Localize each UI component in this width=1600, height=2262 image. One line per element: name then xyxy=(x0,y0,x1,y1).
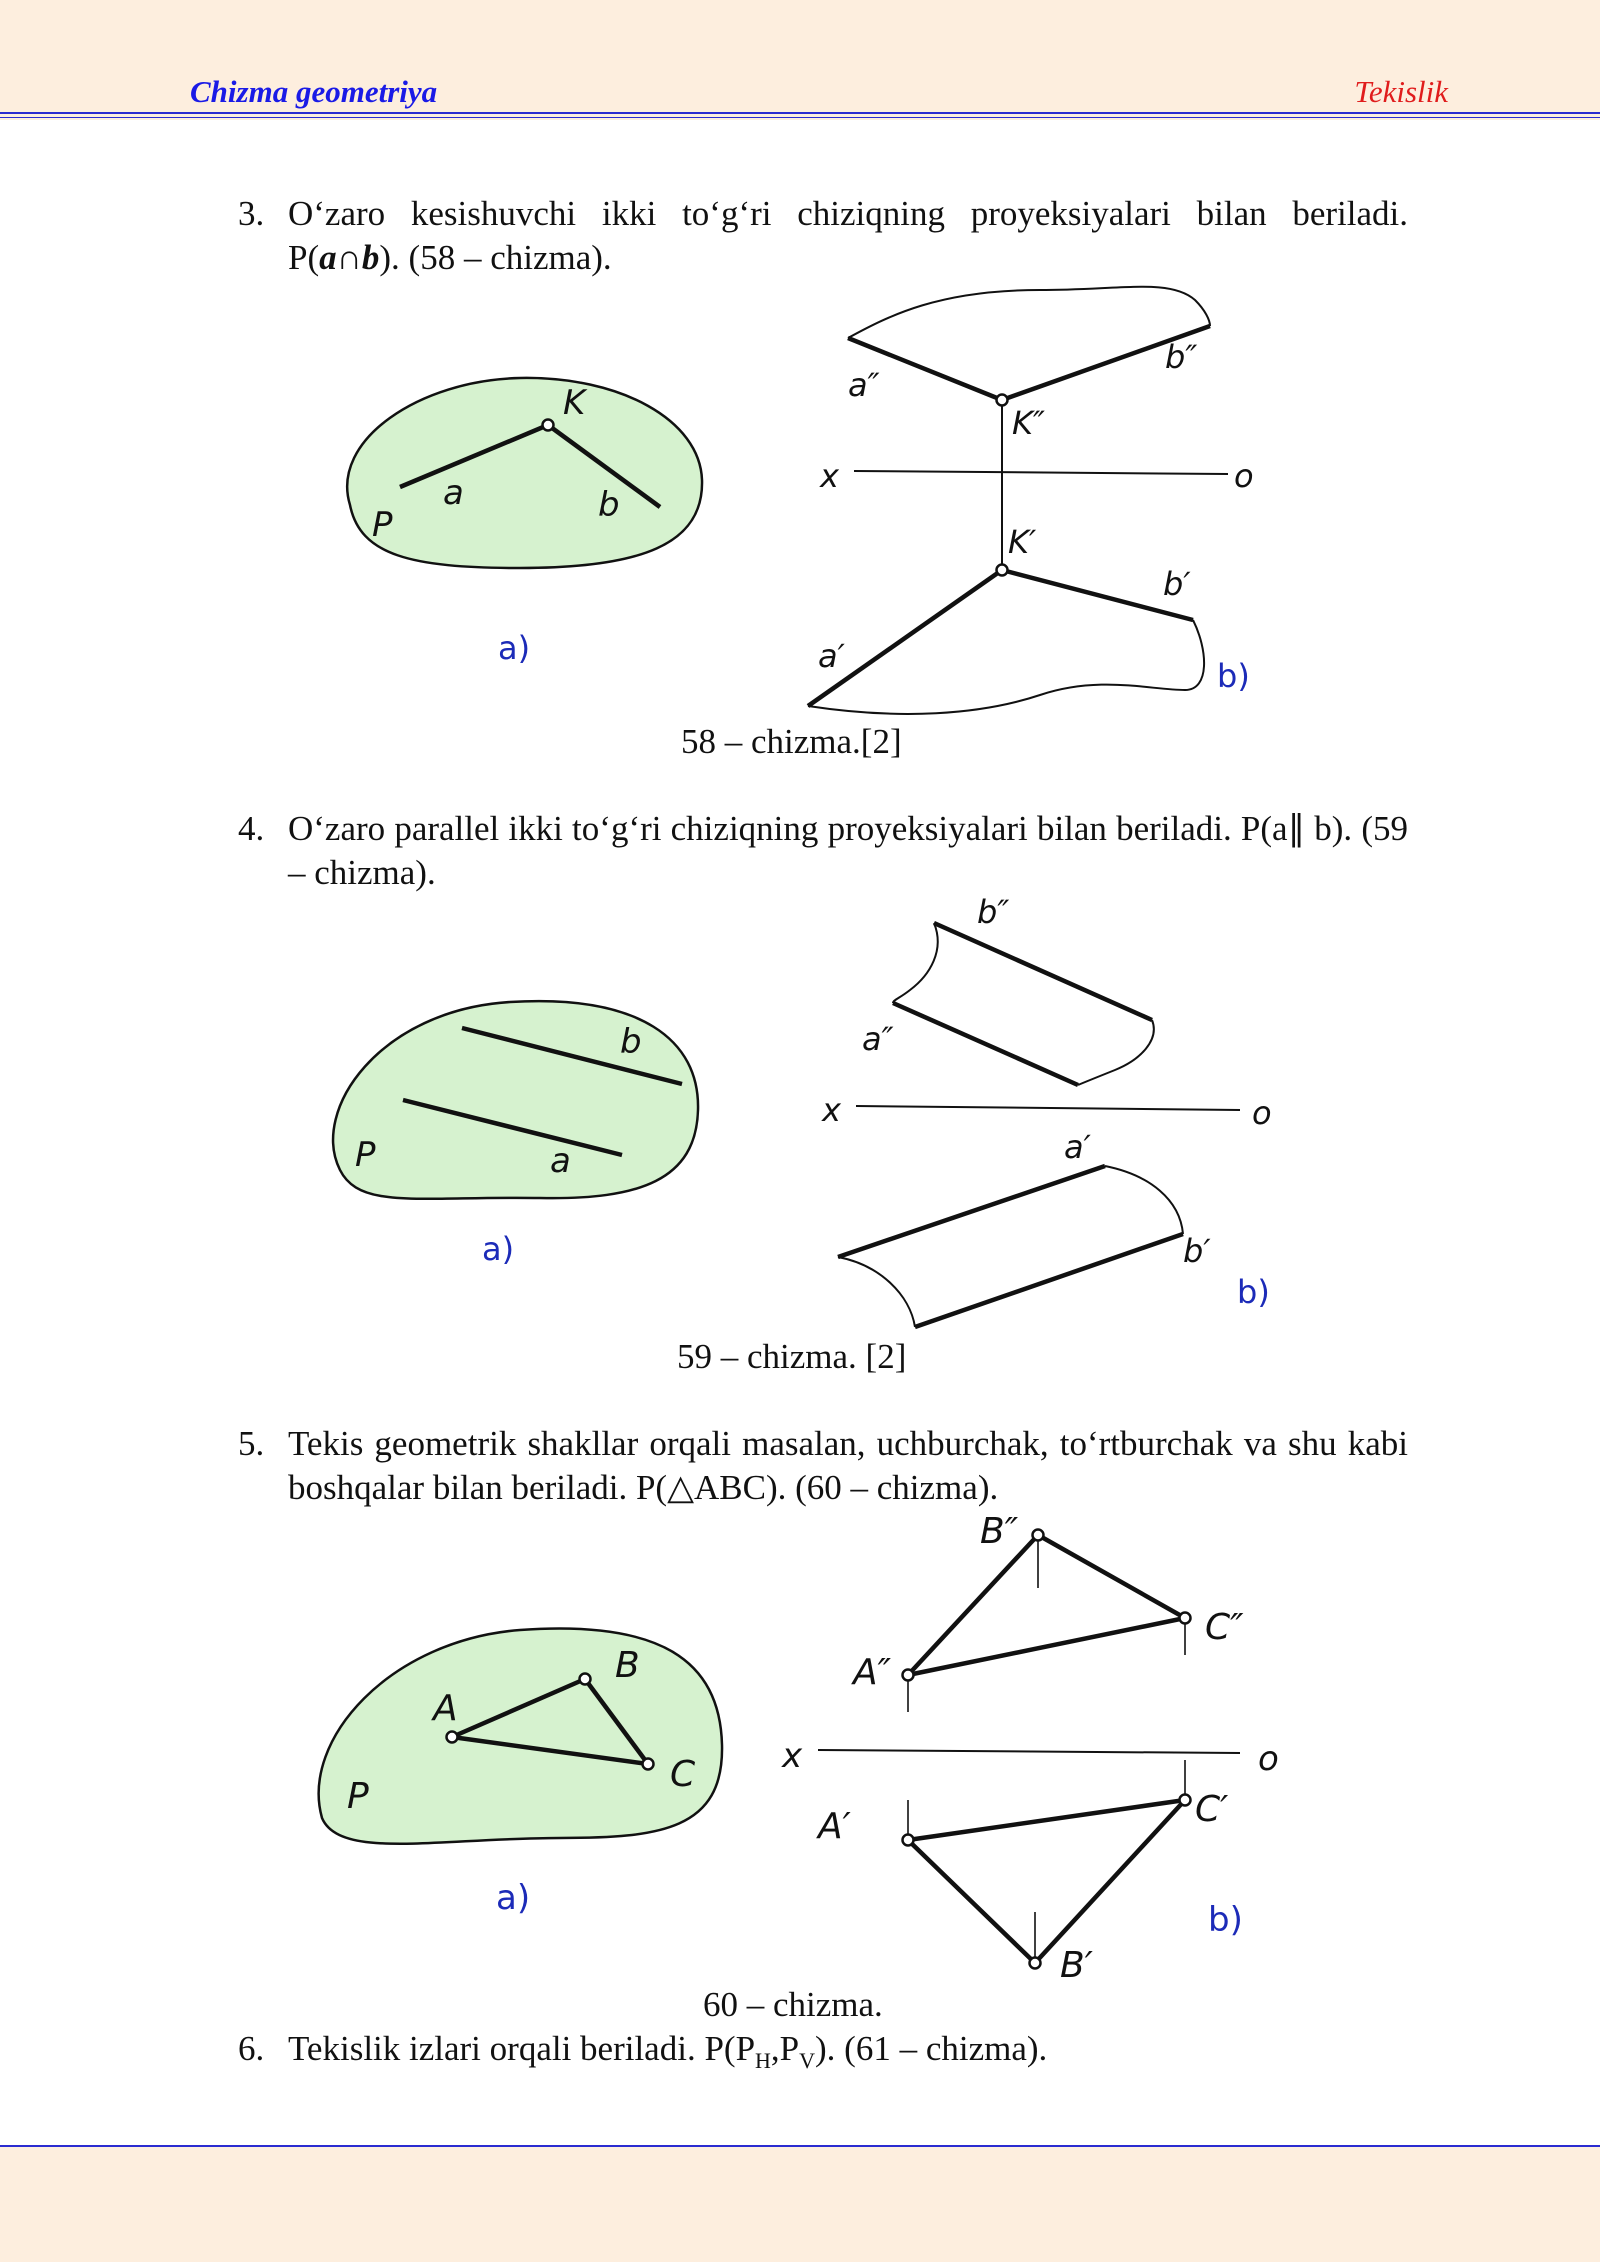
fig59-label-a1: a′ xyxy=(1064,1128,1091,1166)
item-number: 3. xyxy=(238,194,265,233)
fig59-label-a: a xyxy=(550,1141,571,1181)
fig60-label-C2: C″ xyxy=(1205,1607,1244,1648)
fig60-label-P: P xyxy=(347,1776,369,1817)
fig58-label-K: K xyxy=(563,383,586,423)
fig59-sub-a: a) xyxy=(482,1230,515,1268)
fig60-label-A: A xyxy=(433,1688,458,1729)
fig60-sub-b: b) xyxy=(1208,1900,1243,1940)
fig58-label-a1: a′ xyxy=(818,637,845,675)
list-item-6 xyxy=(238,2027,1408,2083)
fig59-label-x: x xyxy=(822,1091,841,1129)
item-number: 4. xyxy=(238,809,265,848)
fig59-sub-b: b) xyxy=(1237,1273,1270,1311)
fig59-label-P: P xyxy=(355,1135,376,1175)
fig58-sub-a: a) xyxy=(498,629,531,667)
fig60-caption: 60 – chizma. xyxy=(703,1985,883,2024)
fig58-label-b1: b′ xyxy=(1163,565,1191,603)
fig60-label-x: x xyxy=(782,1736,803,1776)
fig60-b-drawing xyxy=(818,1530,1240,1969)
fig59-label-b2: b″ xyxy=(977,893,1010,931)
item-number: 5. xyxy=(238,1424,265,1463)
item-text: Tekislik izlari orqali beriladi. $P(P_H,P_V)$. (61 – chizma). xyxy=(288,2029,1048,2073)
fig58-label-a: a xyxy=(443,473,464,513)
fig59-caption: 59 – chizma. [2] xyxy=(677,1337,907,1376)
fig60-sub-a: a) xyxy=(496,1878,531,1918)
fig58-label-K2: K″ xyxy=(1012,404,1045,442)
item-text: Tekis geometrik shakllar orqali masalan, uchburchak, to‘rtburchak va shu kabi boshqalar bilan beriladi. P(△ABC). (60 – chizma). xyxy=(288,1424,1408,1507)
fig58-caption: 58 – chizma.[2] xyxy=(681,722,902,761)
fig60-label-A1: A′ xyxy=(818,1806,851,1847)
fig60-label-B: B xyxy=(615,1645,640,1686)
fig58-label-b: b xyxy=(598,485,620,525)
fig60-label-A2: A″ xyxy=(853,1652,892,1693)
fig59-label-b: b xyxy=(620,1022,642,1062)
item-text: O‘zaro parallel ikki to‘g‘ri chiziqning proyeksiyalari bilan beriladi. P(a∥ b). (59 – chizma). xyxy=(288,809,1408,892)
fig60-a-plane xyxy=(319,1628,722,1843)
fig58-label-a2: a″ xyxy=(848,366,880,404)
fig60-label-B1: B′ xyxy=(1060,1945,1093,1986)
fig58-label-o: o xyxy=(1234,457,1254,495)
header-chapter-title: Tekislik xyxy=(1354,74,1448,109)
fig59-label-a2: a″ xyxy=(862,1020,894,1058)
fig58-label-P: P xyxy=(372,505,393,545)
fig58-label-b2: b″ xyxy=(1165,338,1198,376)
fig59-label-o: o xyxy=(1252,1094,1272,1132)
fig60-label-C1: C′ xyxy=(1195,1789,1229,1830)
footer-rule xyxy=(0,2145,1600,2147)
fig59-label-b1: b′ xyxy=(1183,1232,1211,1270)
page-footer xyxy=(0,2150,1600,2262)
fig58-label-K1: K′ xyxy=(1008,523,1037,561)
fig60-label-o: o xyxy=(1258,1739,1279,1779)
fig58-sub-b: b) xyxy=(1217,657,1250,695)
item-number: 6. xyxy=(238,2029,265,2068)
item-text: O‘zaro kesishuvchi ikki to‘g‘ri chiziqning proyeksiyalari bilan beriladi. P(a∩b). (58 – chizma). xyxy=(288,194,1408,277)
fig60-label-B2: B″ xyxy=(980,1511,1019,1552)
fig58-label-x: x xyxy=(820,457,839,495)
header-book-title: Chizma geometriya xyxy=(190,74,438,109)
fig60-label-C: C xyxy=(670,1754,696,1795)
